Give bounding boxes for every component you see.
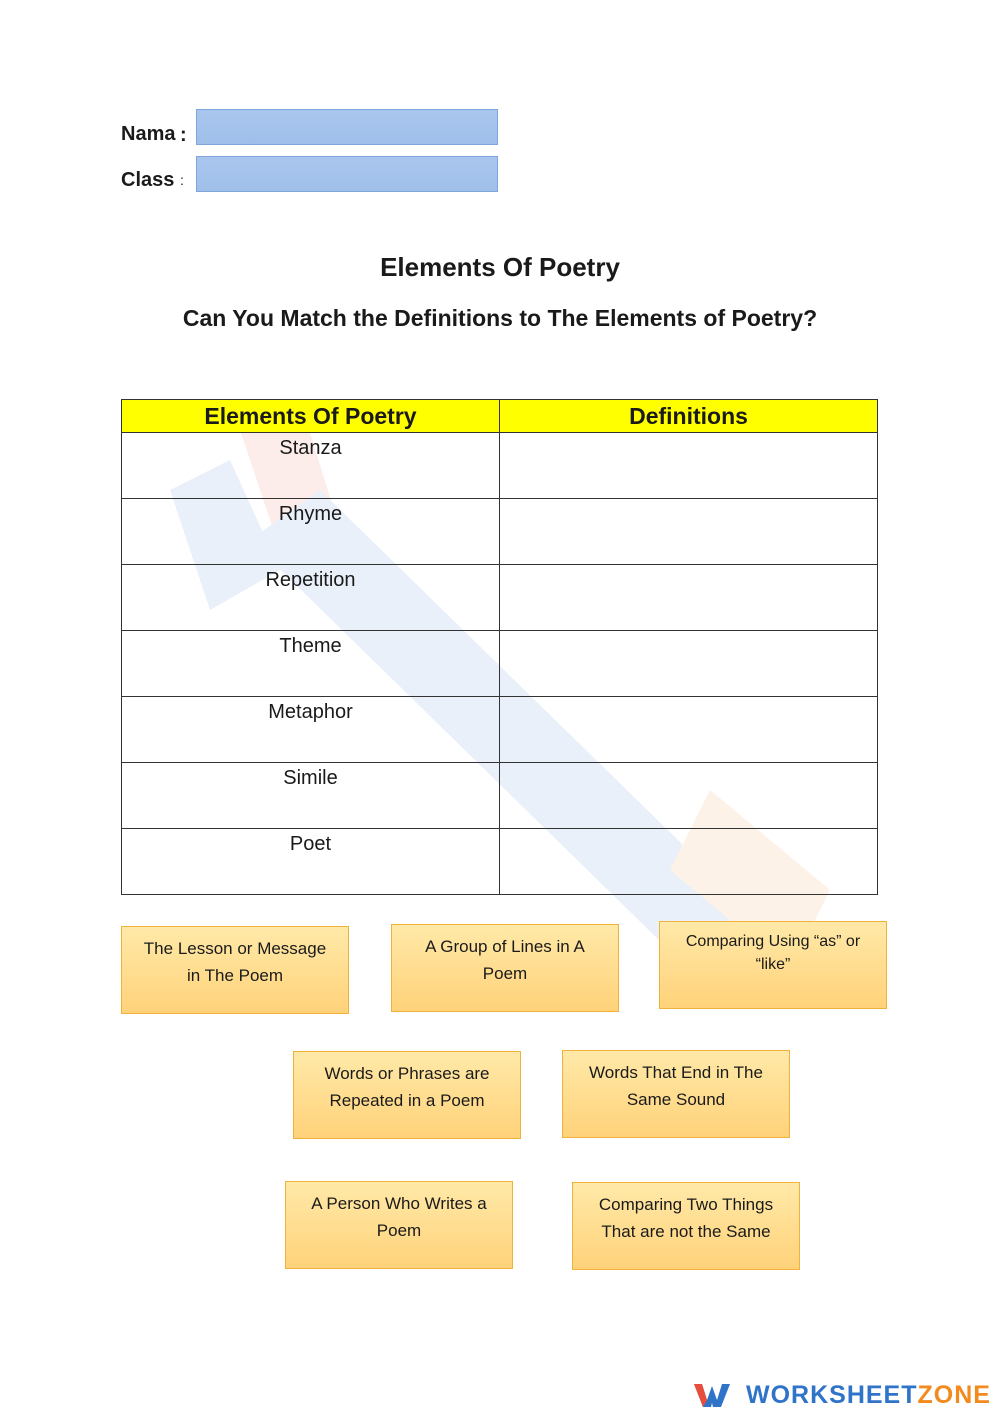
- matching-table: [121, 399, 878, 895]
- card-text-line: The Lesson or Message: [143, 939, 327, 958]
- element-cell: [122, 433, 500, 499]
- card-text-line: Comparing Two Things: [598, 1195, 774, 1214]
- card-text-line: Repeated in a Poem: [329, 1091, 485, 1110]
- name-field[interactable]: [196, 109, 498, 145]
- column-header-elements: Elements Of Poetry: [122, 400, 500, 433]
- card-text-line: in The Poem: [186, 966, 284, 985]
- element-cell: [122, 697, 500, 763]
- element-cell: [122, 631, 500, 697]
- definition-drop-zone[interactable]: [500, 829, 878, 895]
- table-row: [122, 433, 878, 499]
- logo-text-zone: ZONE: [917, 1380, 991, 1409]
- definition-drop-zone[interactable]: [500, 631, 878, 697]
- class-colon: :: [180, 172, 184, 188]
- definition-drop-zone[interactable]: [500, 763, 878, 829]
- card-text-line: A Group of Lines in A: [425, 937, 585, 956]
- card-text-line: That are not the Same: [601, 1222, 771, 1241]
- element-label: Simile: [283, 767, 338, 789]
- name-colon: :: [180, 124, 187, 146]
- card-text-line: Poem: [482, 964, 528, 983]
- name-label: Nama: [121, 123, 176, 145]
- class-field[interactable]: [196, 156, 498, 192]
- table-row: [122, 763, 878, 829]
- definition-card-stanza[interactable]: [391, 924, 619, 1012]
- definition-card-simile[interactable]: [659, 921, 887, 1009]
- logo-text-worksheet: WORKSHEET: [746, 1380, 918, 1409]
- element-label: Metaphor: [268, 701, 353, 723]
- definition-drop-zone[interactable]: [500, 697, 878, 763]
- element-label: Theme: [279, 635, 342, 657]
- page-subtitle: Can You Match the Definitions to The Elements of Poetry?: [182, 305, 818, 331]
- element-label: Poet: [289, 833, 332, 855]
- table-row: [122, 829, 878, 895]
- w-logo-icon: [692, 1380, 732, 1410]
- table-header-row: [122, 400, 878, 433]
- element-label: Stanza: [279, 437, 342, 459]
- table-row: [122, 697, 878, 763]
- card-text-line: “like”: [755, 956, 791, 973]
- element-cell: [122, 829, 500, 895]
- definition-card-poet[interactable]: [285, 1181, 513, 1269]
- card-text-line: Words or Phrases are: [324, 1064, 490, 1083]
- element-label: Repetition: [265, 569, 356, 591]
- definition-card-metaphor[interactable]: [572, 1182, 800, 1270]
- element-cell: [122, 565, 500, 631]
- element-cell: [122, 763, 500, 829]
- definition-drop-zone[interactable]: [500, 433, 878, 499]
- element-label: Rhyme: [278, 503, 343, 525]
- card-text-line: Poem: [376, 1221, 422, 1240]
- card-text-line: A Person Who Writes a: [311, 1194, 487, 1213]
- definition-card-rhyme[interactable]: [562, 1050, 790, 1138]
- element-cell: [122, 499, 500, 565]
- worksheetzone-logo: [692, 1378, 991, 1412]
- card-text-line: Words That End in The: [589, 1063, 763, 1082]
- class-label: Class: [121, 169, 175, 191]
- table-row: [122, 499, 878, 565]
- column-header-definitions: Definitions: [500, 400, 878, 433]
- table-row: [122, 631, 878, 697]
- definition-drop-zone[interactable]: [500, 565, 878, 631]
- definition-card-theme[interactable]: [121, 926, 349, 1014]
- card-text-line: Comparing Using “as” or: [685, 933, 861, 950]
- definition-card-repetition[interactable]: [293, 1051, 521, 1139]
- card-text-line: Same Sound: [626, 1090, 726, 1109]
- definition-drop-zone[interactable]: [500, 499, 878, 565]
- table-row: [122, 565, 878, 631]
- logo-wordmark: [746, 1381, 991, 1410]
- page-title: Elements Of Poetry: [380, 252, 620, 282]
